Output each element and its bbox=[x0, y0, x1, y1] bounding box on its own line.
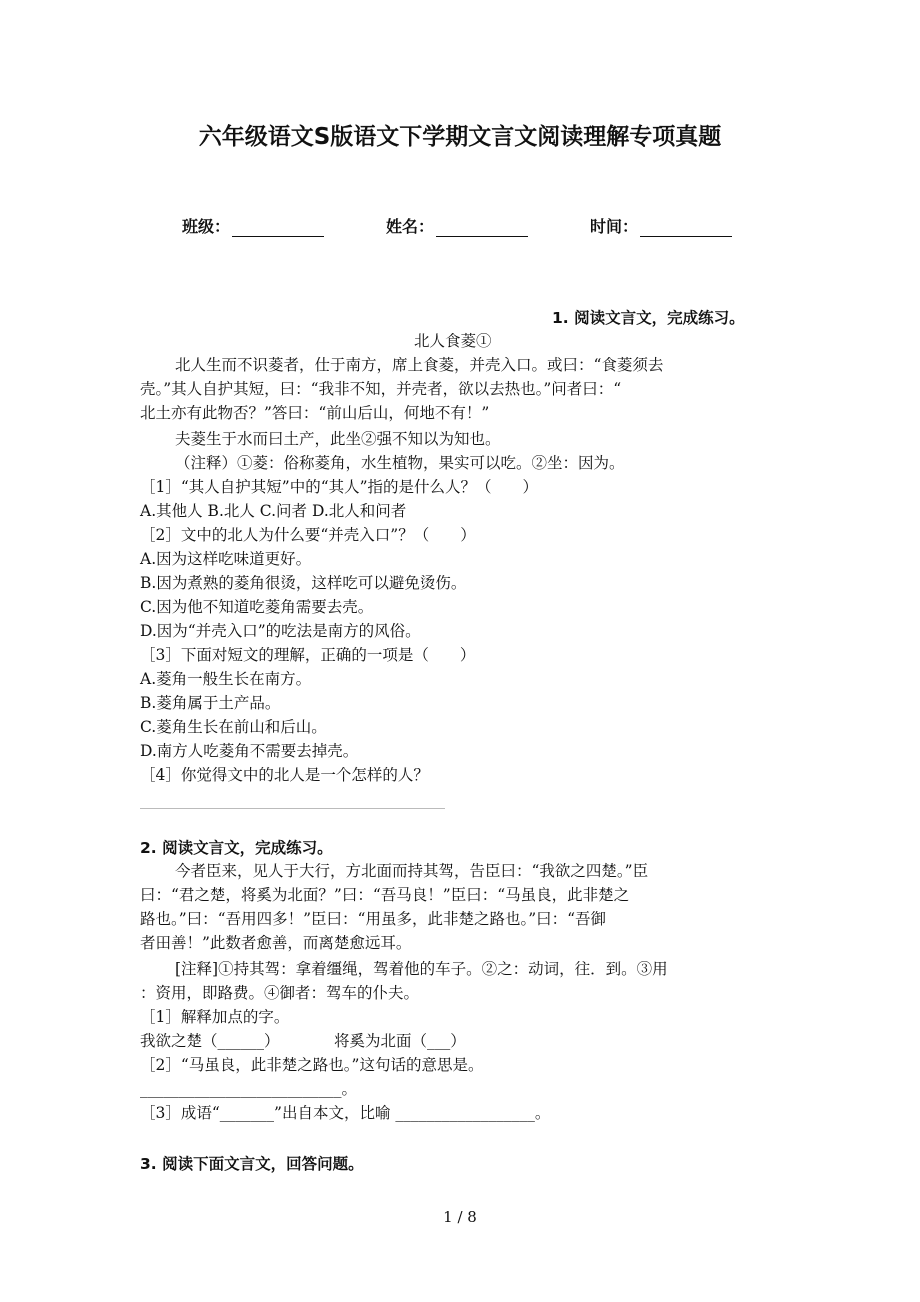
q1-sub1-options: A.其他人 B.北人 C.问者 D.北人和问者 bbox=[140, 502, 407, 520]
q1-passage-line: 北土亦有此物否？”答曰：“前山后山，何地不有！” bbox=[140, 404, 490, 422]
name-label: 姓名： bbox=[386, 217, 435, 236]
q2-passage-line: 路也。”曰：“吾用四多！”臣曰：“用虽多，此非楚之路也。”曰：“吾御 bbox=[140, 910, 607, 928]
q2-sub1: ［1］解释加点的字。 bbox=[140, 1008, 290, 1026]
q1-sub3: ［3］下面对短文的理解，正确的一项是（ ） bbox=[140, 646, 476, 664]
q3-heading: 3. 阅读下面文言文，回答问题。 bbox=[140, 1155, 364, 1173]
class-field bbox=[182, 214, 324, 237]
q2-passage-line: 今者臣来，见人于大行，方北面而持其驾，告臣曰：“我欲之四楚。”臣 bbox=[175, 862, 649, 880]
q1-sub2: ［2］文中的北人为什么要“并壳入口”？（ ） bbox=[140, 526, 476, 544]
q1-sub4: ［4］你觉得文中的北人是一个怎样的人？ bbox=[140, 766, 429, 784]
q1-sub3-option-d: D.南方人吃菱角不需要去掉壳。 bbox=[140, 742, 359, 760]
q2-sub2-answer-blank: __________________________。 bbox=[140, 1080, 358, 1098]
q2-note: [注释]①持其驾：拿着缰绳，驾着他的车子。②之：动词，往．到。③用 bbox=[175, 960, 668, 978]
q2-sub1-item-a: 我欲之楚（______） bbox=[140, 1032, 280, 1050]
q2-sub2: ［2］“马虽良，此非楚之路也。”这句话的意思是。 bbox=[140, 1056, 484, 1074]
time-blank bbox=[640, 220, 732, 237]
time-label: 时间： bbox=[590, 217, 639, 236]
q1-passage-line: 北人生而不识菱者，仕于南方，席上食菱，并壳入口。或曰：“食菱须去 bbox=[175, 356, 664, 374]
q2-sub3: ［3］成语“_______”出自本文，比喻 __________________。 bbox=[140, 1104, 551, 1122]
q1-sub3-option-b: B.菱角属于土产品。 bbox=[140, 694, 281, 712]
q1-sub1: ［1］“其人自护其短”中的“其人”指的是什么人？（ ） bbox=[140, 478, 539, 496]
q2-passage-line: 曰：“君之楚，将奚为北面？”曰：“吾马良！”臣曰：“马虽良，此非楚之 bbox=[140, 886, 630, 904]
page-title: 六年级语文S版语文下学期文言文阅读理解专项真题 bbox=[198, 124, 722, 150]
q2-passage-line: 者田善！”此数者愈善，而离楚愈远耳。 bbox=[140, 934, 412, 952]
q1-sub3-option-c: C.菱角生长在前山和后山。 bbox=[140, 718, 327, 736]
q2-sub1-item-b: 将奚为北面（___） bbox=[334, 1032, 466, 1050]
q2-note: ：资用，即路费。④御者：驾车的仆夫。 bbox=[140, 984, 420, 1002]
q1-passage-line: 壳。”其人自护其短，曰：“我非不知，并壳者，欲以去热也。”问者曰：“ bbox=[140, 380, 622, 398]
q1-heading: 1. 阅读文言文，完成练习。 bbox=[552, 309, 745, 327]
q1-sub2-option-b: B.因为煮熟的菱角很烫，这样吃可以避免烫伤。 bbox=[140, 574, 467, 592]
class-blank bbox=[232, 220, 324, 237]
q2-heading: 2. 阅读文言文，完成练习。 bbox=[140, 839, 333, 857]
q1-sub3-option-a: A.菱角一般生长在南方。 bbox=[140, 670, 312, 688]
page-number: 1 / 8 bbox=[443, 1208, 477, 1226]
q1-passage-title: 北人食菱① bbox=[414, 332, 492, 350]
q1-sub2-option-c: C.因为他不知道吃菱角需要去壳。 bbox=[140, 598, 374, 616]
q1-sub2-option-a: A.因为这样吃味道更好。 bbox=[140, 550, 312, 568]
q1-sub2-option-d: D.因为“并壳入口”的吃法是南方的风俗。 bbox=[140, 622, 421, 640]
name-blank bbox=[436, 220, 528, 237]
time-field bbox=[590, 214, 732, 237]
answer-line bbox=[140, 808, 445, 809]
q1-passage-line: 夫菱生于水而曰土产，此坐②强不知以为知也。 bbox=[175, 430, 501, 448]
name-field bbox=[386, 214, 528, 237]
q1-note: （注释）①菱：俗称菱角，水生植物，果实可以吃。②坐：因为。 bbox=[175, 454, 625, 472]
class-label: 班级： bbox=[182, 217, 231, 236]
